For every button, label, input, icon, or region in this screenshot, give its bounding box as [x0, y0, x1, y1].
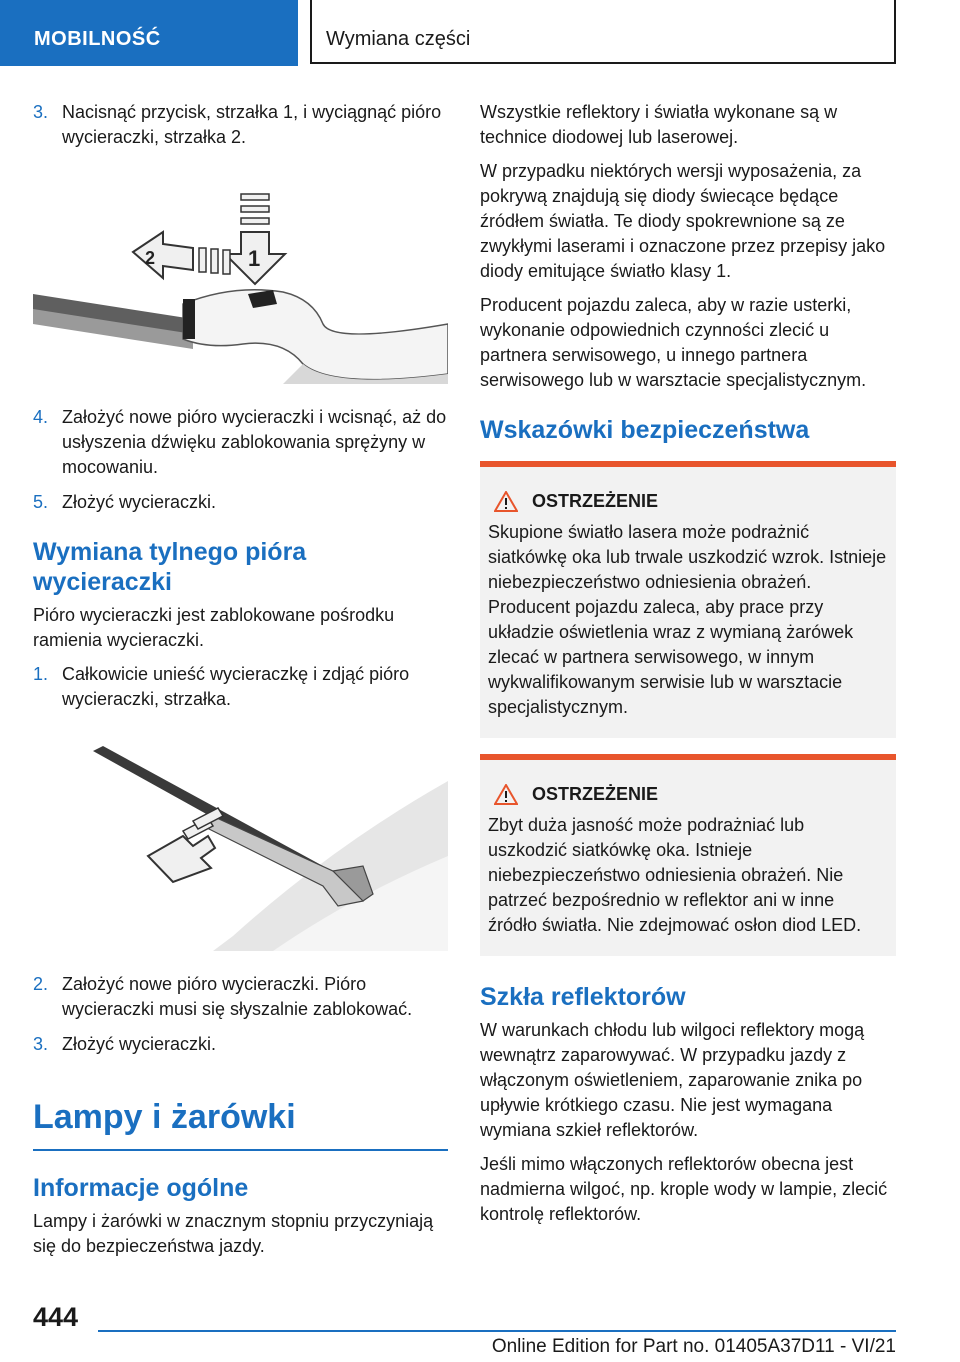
paragraph: Wszystkie reflektory i światła wykonane są w technice diodowej lub laserowej.	[480, 102, 838, 147]
step-text: Założyć nowe pióro wycieraczki. Pióro wycieraczki musi się słyszalnie zablokować.	[62, 974, 413, 1019]
step-number: 5.	[33, 492, 49, 512]
warning-triangle-icon	[494, 491, 518, 512]
chapter-title: Wymiana części	[310, 0, 896, 64]
list-item	[33, 972, 448, 1022]
edition-text: Online Edition for Part no. 01405A37D11 - VI/21	[491, 1336, 896, 1357]
svg-text:1: 1	[248, 246, 261, 271]
step-text: Całkowicie unieść wycieraczkę i zdjąć pióro wycieraczki, strzałka.	[62, 664, 410, 709]
chapter-heading: Lampy i żarówki	[33, 1097, 448, 1151]
paragraph: Producent pojazdu zaleca, aby w razie usterki, wykonanie odpowiednich czynności zlecić u partnera serwisowego, u innego partnera serwisowego lub w warsztacie specjalistycznym.	[480, 295, 867, 390]
step-text: Nacisnąć przycisk, strzałka 1, i wyciągnąć pióro wycieraczki, strzałka 2.	[62, 102, 442, 147]
page-header	[0, 0, 960, 66]
footer-rule	[98, 1330, 896, 1332]
paragraph: Lampy i żarówki w znacznym stopniu przyczyniają się do bezpieczeństwa jazdy.	[33, 1211, 434, 1256]
step-number: 1.	[33, 664, 49, 684]
warning-label: OSTRZEŻENIE	[532, 491, 659, 511]
section-heading: Szkła reflektorów	[480, 983, 686, 1011]
step-number: 3.	[33, 102, 49, 122]
list-item	[33, 100, 448, 150]
wiper-blade-removal-illustration	[33, 174, 448, 384]
list-item	[33, 490, 448, 515]
right-column	[480, 100, 896, 1236]
warning-triangle-icon	[494, 784, 518, 805]
warning-text: Skupione światło lasera może podrażnić siatkówkę oka lub trwale uszkodzić wzrok. Istnieje niebezpieczeństwo odniesienia obrażeń. Producent pojazdu zaleca, aby prace przy układzie oświetlenia wraz z wymianą żarówek zlecać w partnera serwisowego, w innym wykwalifikowanym serwisie lub w warsztacie specjalistycznym.	[488, 522, 887, 717]
paragraph: Jeśli mimo włączonych reflektorów obecna jest nadmierna wilgoć, np. krople wody w lampie, zlecić kontrolę reflektorów.	[480, 1154, 888, 1224]
warning-label: OSTRZEŻENIE	[532, 784, 659, 804]
section-tab: MOBILNOŚĆ	[0, 0, 298, 66]
svg-text:2: 2	[145, 248, 156, 268]
warning-header	[488, 489, 888, 514]
section-heading: Informacje ogólne	[33, 1174, 249, 1202]
list-item	[33, 1032, 448, 1057]
step-number: 4.	[33, 407, 49, 427]
page-footer	[0, 1290, 960, 1362]
paragraph: W warunkach chłodu lub wilgoci reflektory mogą wewnątrz zaparowywać. W przypadku jazdy z włączonym oświetleniem, zaparowanie znika po upływie krótkiego czasu. Nie jest wymagana wymiana szkieł reflektorów.	[480, 1020, 865, 1140]
left-column	[33, 100, 448, 1268]
paragraph: W przypadku niektórych wersji wyposażenia, za pokrywą znajdują się diody świecące będące źródłem światła. Te diody spokrewnione są ze zwykłymi laserami i oznaczone przez przepisy jako diody emitujące światło klasy 1.	[480, 161, 886, 281]
warning-text: Zbyt duża jasność może podrażniać lub uszkodzić siatkówkę oka. Istnieje niebezpieczeństwo odniesienia obrażeń. Nie patrzeć bezpośrednio w reflektor ani w inne źródło światła. Nie zdejmować osłon diod LED.	[488, 815, 862, 935]
section-heading: Wymiana tylnego pióra wycieraczki	[33, 538, 307, 596]
step-text: Złożyć wycieraczki.	[62, 492, 217, 512]
page-number: 444	[33, 1302, 79, 1332]
warning-header	[488, 782, 888, 807]
warning-box	[480, 754, 896, 956]
step-number: 3.	[33, 1034, 49, 1054]
list-item	[33, 662, 448, 712]
paragraph: Pióro wycieraczki jest zablokowane pośrodku ramienia wycieraczki.	[33, 605, 395, 650]
list-item	[33, 405, 448, 480]
step-number: 2.	[33, 974, 49, 994]
step-text: Złożyć wycieraczki.	[62, 1034, 217, 1054]
warning-box	[480, 461, 896, 738]
rear-wiper-removal-illustration	[33, 736, 448, 951]
section-heading: Wskazówki bezpieczeństwa	[480, 416, 810, 444]
step-text: Założyć nowe pióro wycieraczki i wcisnąć, aż do usłyszenia dźwięku zablokowania sprężyny w mocowaniu.	[62, 407, 447, 477]
